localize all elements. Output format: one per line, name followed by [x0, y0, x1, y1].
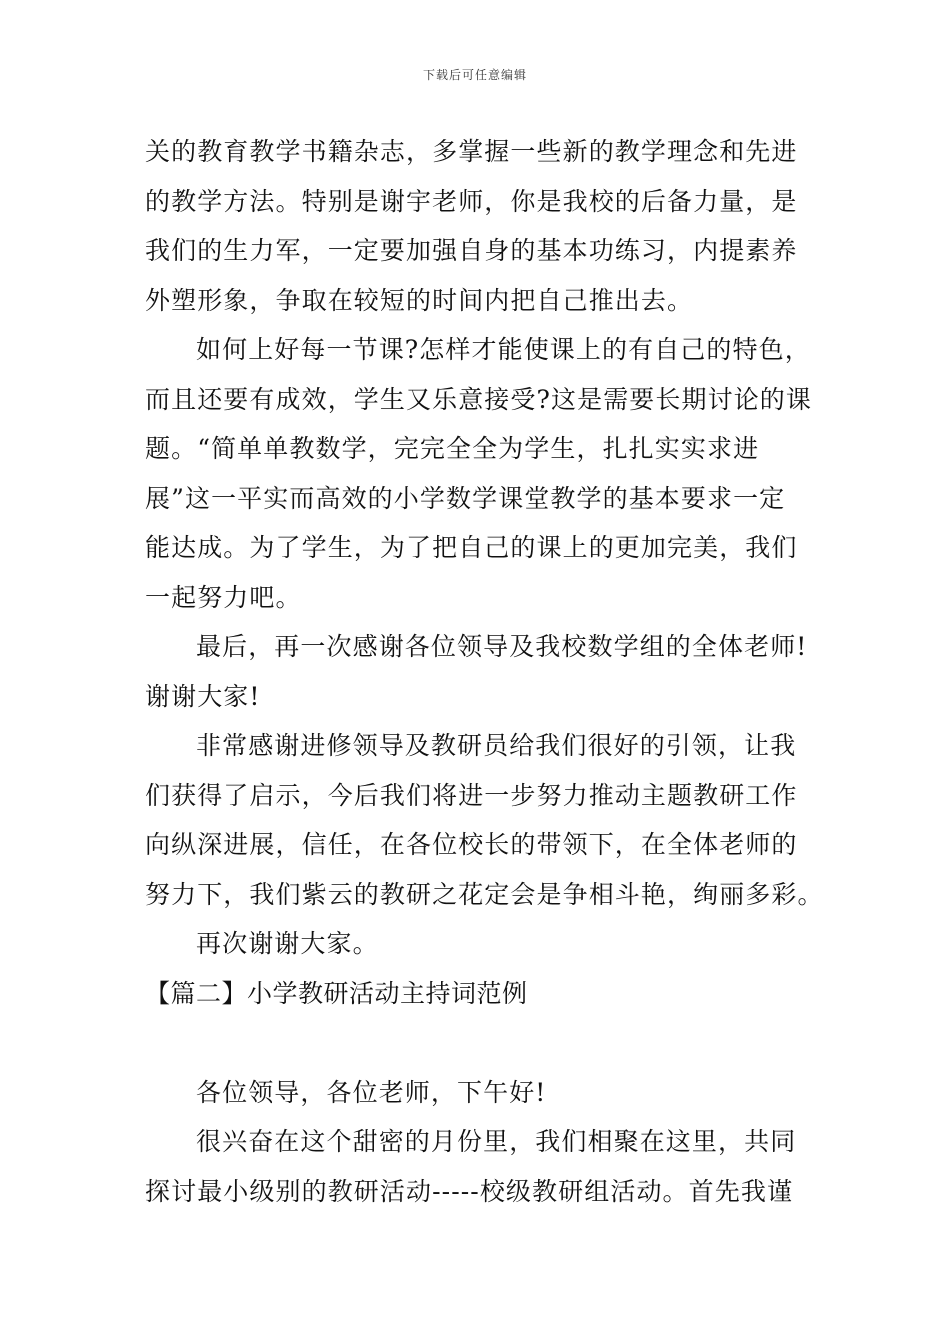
text-line: 向纵深进展，信任，在各位校长的带领下，在全体老师的	[145, 830, 798, 859]
text-line: 能达成。为了学生，为了把自己的课上的更加完美，我们	[145, 533, 798, 562]
text-line: 再次谢谢大家。	[196, 929, 379, 958]
section-heading: 【篇二】小学教研活动主持词范例	[145, 978, 528, 1008]
text-line: 探讨最小级别的教研活动-----校级教研组活动。首先我谨	[145, 1176, 794, 1206]
text-line: 我们的生力军，一定要加强自身的基本功练习，内提素养	[145, 236, 798, 265]
text-line: 而且还要有成效，学生又乐意接受?这是需要长期讨论的课	[145, 384, 813, 414]
text-line: 谢谢大家!	[145, 681, 261, 711]
paragraph	[145, 127, 810, 325]
text-line: 的教学方法。特别是谢宇老师，你是我校的后备力量，是	[145, 186, 798, 216]
blank-line	[145, 1018, 810, 1068]
paragraph	[145, 622, 810, 721]
text-line: 们获得了启示，今后我们将进一步努力推动主题教研工作	[145, 780, 798, 810]
paragraph	[145, 1117, 810, 1216]
paragraph	[145, 919, 810, 969]
document-body	[145, 127, 824, 1216]
page-header: 下载后可任意编辑	[422, 68, 527, 82]
text-line: 非常感谢进修领导及教研员给我们很好的引领，让我	[196, 731, 797, 760]
text-line: 如何上好每一节课?怎样才能使课上的有自己的特色，	[196, 335, 811, 364]
paragraph	[145, 1068, 810, 1118]
text-line: 展”这一平实而高效的小学数学课堂教学的基本要求一定	[145, 483, 786, 513]
text-line: 很兴奋在这个甜密的月份里，我们相聚在这里，共同	[196, 1127, 797, 1156]
text-line: 努力下，我们紫云的教研之花定会是争相斗艳，绚丽多彩。	[145, 879, 824, 909]
text-line: 各位领导，各位老师，下午好!	[196, 1077, 547, 1107]
text-line: 关的教育教学书籍杂志，多掌握一些新的教学理念和先进	[145, 137, 798, 166]
paragraph	[145, 721, 824, 919]
text-line: 一起努力吧。	[145, 582, 302, 612]
text-line: 题。“简单单教数学，完完全全为学生，扎扎实实求进	[145, 434, 760, 463]
paragraph	[145, 325, 813, 622]
text-line: 外塑形象，争取在较短的时间内把自己推出去。	[145, 285, 694, 315]
text-line: 最后，再一次感谢各位领导及我校数学组的全体老师!	[196, 632, 808, 661]
